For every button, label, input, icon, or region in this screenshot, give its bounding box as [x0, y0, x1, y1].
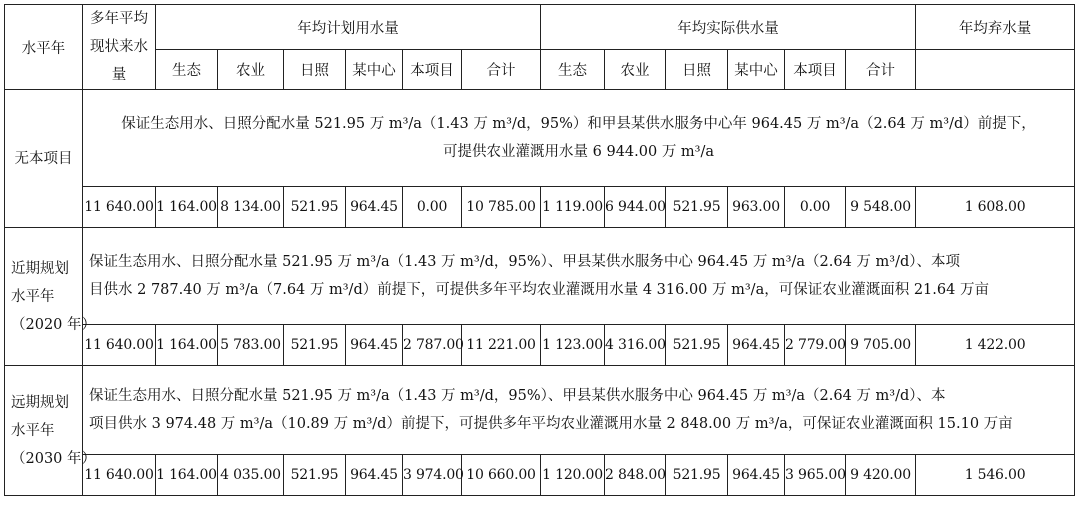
scenario-note-line: 保证生态用水、日照分配水量 521.95 万 m³/a（1.43 万 m³/d，95%）和甲县某供水服务中心年 964.45 万 m³/a（2.64 万 m³/d）前提下，: [121, 116, 1036, 132]
scenario-level-cell: 无本项目: [5, 90, 83, 228]
header-level: 水平年: [5, 5, 83, 90]
table-row: [5, 325, 1075, 366]
table-cell: 9 705.00: [846, 325, 916, 366]
table-cell: 3 974.00: [403, 455, 462, 496]
table-cell: 9 548.00: [846, 187, 916, 228]
table-cell: 11 640.00: [83, 325, 156, 366]
header-spill: 年均弃水量: [916, 5, 1075, 50]
table-cell: 963.00: [728, 187, 785, 228]
table-cell: 964.45: [728, 455, 785, 496]
table-cell: 0.00: [403, 187, 462, 228]
header-actual-eco: 生态: [541, 50, 605, 90]
header-planned-rizhao: 日照: [284, 50, 346, 90]
table-cell: 521.95: [666, 455, 728, 496]
scenario-level-cell: 远期规划 水平年 （2030 年）: [5, 366, 83, 496]
table-cell: 1 546.00: [916, 455, 1075, 496]
scenario-note-cell: [83, 228, 1075, 325]
table-cell: 8 134.00: [218, 187, 284, 228]
table-row: [5, 187, 1075, 228]
table-cell: 0.00: [785, 187, 846, 228]
table-cell: 1 119.00: [541, 187, 605, 228]
table-cell: 3 965.00: [785, 455, 846, 496]
table-row: [5, 455, 1075, 496]
table-cell: 1 123.00: [541, 325, 605, 366]
scenario-note-line: 可提供农业灌溉用水量 6 944.00 万 m³/a: [443, 144, 715, 160]
table-cell: 1 164.00: [156, 187, 218, 228]
scenario-note-row: [5, 366, 1075, 455]
table-cell: 964.45: [346, 187, 403, 228]
table-cell: 4 316.00: [605, 325, 666, 366]
header-planned-total: 合计: [462, 50, 541, 90]
header-actual-agri: 农业: [605, 50, 666, 90]
header-planned-group: 年均计划用水量: [156, 5, 541, 50]
table-cell: 1 164.00: [156, 325, 218, 366]
table-cell: 1 422.00: [916, 325, 1075, 366]
table-cell: 10 660.00: [462, 455, 541, 496]
header-baseline: 多年平均 现状来水 量: [83, 5, 156, 90]
table-cell: 521.95: [284, 455, 346, 496]
table-cell: 10 785.00: [462, 187, 541, 228]
header-planned-project: 本项目: [403, 50, 462, 90]
table-cell: 521.95: [284, 325, 346, 366]
table-cell: 964.45: [346, 325, 403, 366]
scenario-level-cell: 近期规划 水平年 （2020 年）: [5, 228, 83, 366]
table-cell: 11 640.00: [83, 187, 156, 228]
header-actual-center: 某中心: [728, 50, 785, 90]
scenario-note-line: 目供水 2 787.40 万 m³/a（7.64 万 m³/d）前提下，可提供多年平均农业灌溉用水量 4 316.00 万 m³/a，可保证农业灌溉面积 21.64 万亩: [89, 282, 989, 298]
table-cell: 521.95: [666, 325, 728, 366]
table-cell: 5 783.00: [218, 325, 284, 366]
table-cell: 1 608.00: [916, 187, 1075, 228]
header-spill-empty: [916, 50, 1075, 90]
table-cell: 1 120.00: [541, 455, 605, 496]
header-actual-total: 合计: [846, 50, 916, 90]
table-cell: 521.95: [284, 187, 346, 228]
scenario-note-line: 项目供水 3 974.48 万 m³/a（10.89 万 m³/d）前提下，可提供多年平均农业灌溉用水量 2 848.00 万 m³/a，可保证农业灌溉面积 15.10 万亩: [89, 416, 1013, 432]
header-planned-agri: 农业: [218, 50, 284, 90]
table-cell: 521.95: [666, 187, 728, 228]
header-actual-group: 年均实际供水量: [541, 5, 916, 50]
header-actual-rizhao: 日照: [666, 50, 728, 90]
water-balance-table: [4, 4, 1075, 496]
scenario-note-row: [5, 228, 1075, 325]
table-cell: 11 221.00: [462, 325, 541, 366]
scenario-note-cell: [83, 90, 1075, 187]
scenario-note-line: 保证生态用水、日照分配水量 521.95 万 m³/a（1.43 万 m³/d，95%）、甲县某供水服务中心 964.45 万 m³/a（2.64 万 m³/d）、本项: [89, 254, 961, 270]
scenario-note-cell: [83, 366, 1075, 455]
table-cell: 964.45: [728, 325, 785, 366]
table-cell: 964.45: [346, 455, 403, 496]
table-cell: 4 035.00: [218, 455, 284, 496]
table-cell: 2 848.00: [605, 455, 666, 496]
table-cell: 2 779.00: [785, 325, 846, 366]
table-cell: 11 640.00: [83, 455, 156, 496]
table-cell: 9 420.00: [846, 455, 916, 496]
header-planned-center: 某中心: [346, 50, 403, 90]
scenario-note-row: [5, 90, 1075, 187]
table-cell: 6 944.00: [605, 187, 666, 228]
header-planned-eco: 生态: [156, 50, 218, 90]
table-cell: 1 164.00: [156, 455, 218, 496]
header-actual-project: 本项目: [785, 50, 846, 90]
scenario-note-line: 保证生态用水、日照分配水量 521.95 万 m³/a（1.43 万 m³/d，95%）、甲县某供水服务中心 964.45 万 m³/a（2.64 万 m³/d）、本: [89, 388, 946, 404]
table-cell: 2 787.00: [403, 325, 462, 366]
